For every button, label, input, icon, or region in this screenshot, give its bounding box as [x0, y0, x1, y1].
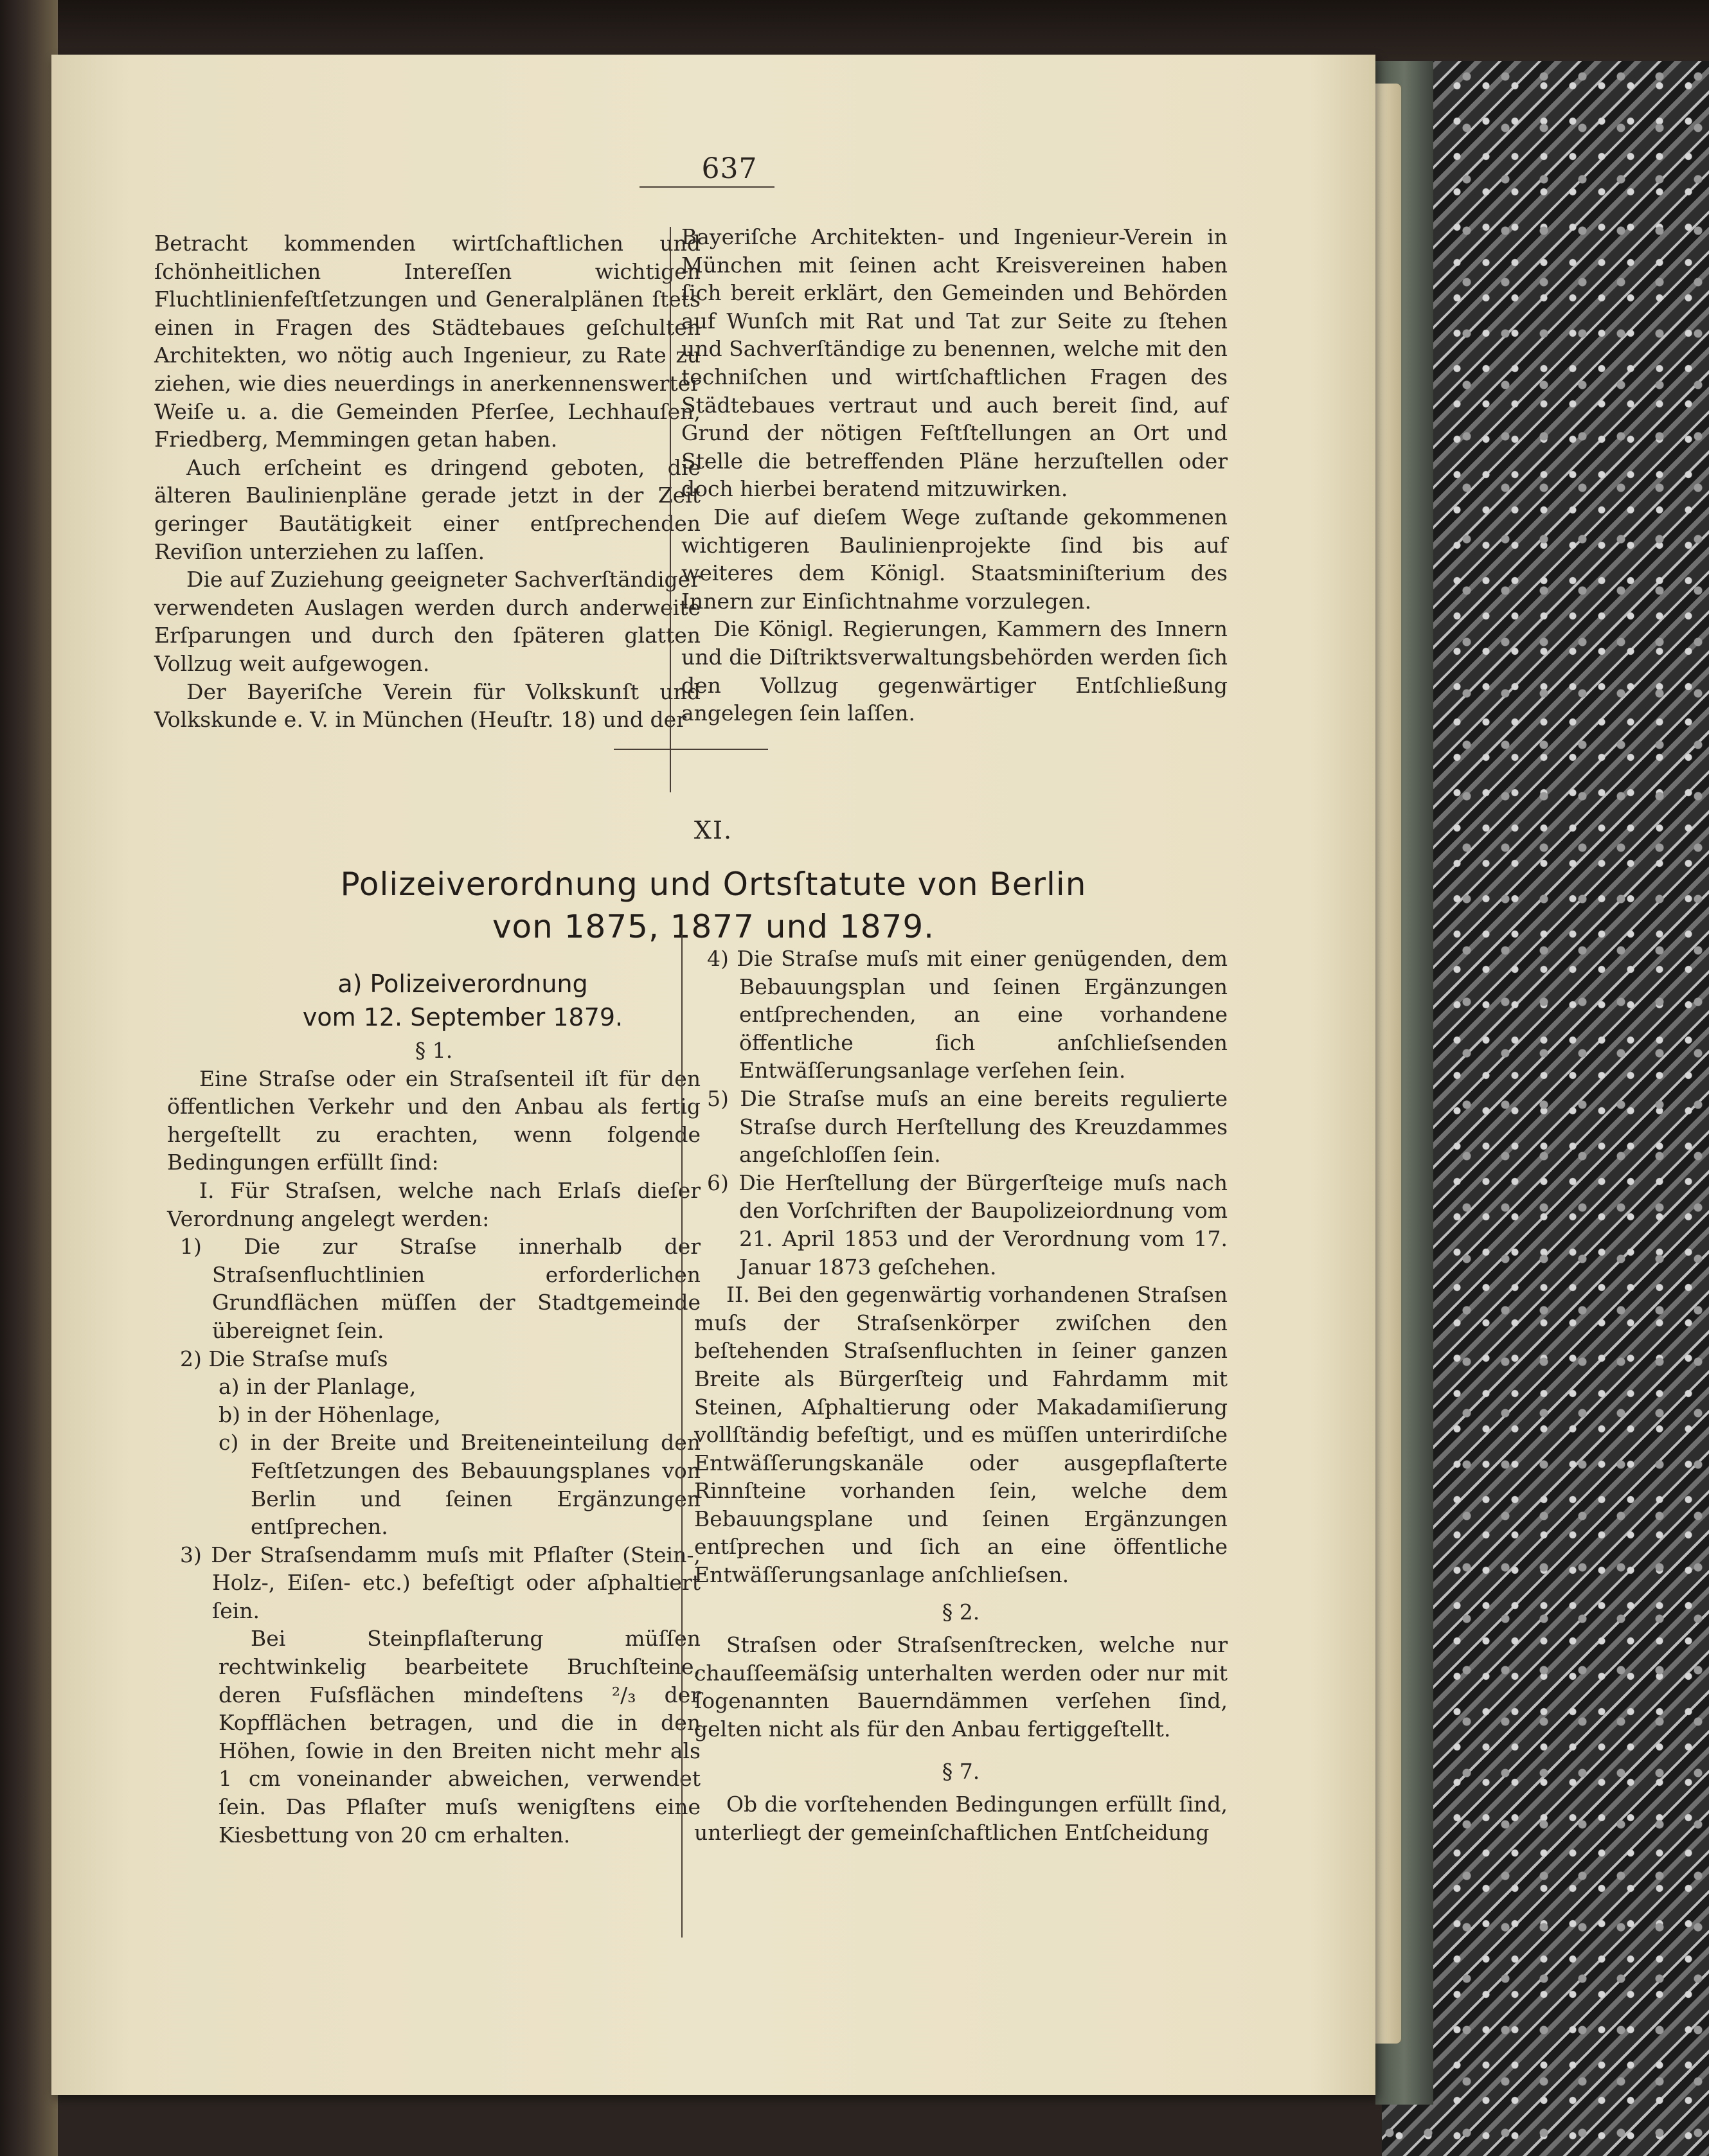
lower-right-column [694, 945, 1228, 1846]
top-left-column [154, 229, 701, 734]
paragraph: Die auf dieſem Wege zuſtande gekommenen wichtigeren Baulinienprojekte ſind bis auf weiteres dem Königl. Staatsminiſterium des Innern zur Einſichtnahme vorzulegen. [681, 504, 1228, 614]
paragraph-sign: § 7. [942, 1758, 980, 1784]
page-number: 637 [701, 152, 758, 185]
list-item: 1) Die zur Straſse innerhalb der Straſsenfluchtlinien erforderlichen Grundflächen müſſen der Stadtgemeinde übereignet ſein. [180, 1234, 701, 1343]
subsection-title [238, 967, 688, 1034]
paragraph: Ob die vorſtehenden Bedingungen erfüllt ſind, unterliegt der gemeinſchaftlichen Entſcheidung [694, 1792, 1228, 1845]
list-subitem: a) in der Planlage, [219, 1374, 416, 1400]
column-divider [681, 935, 683, 1938]
paragraph-sign: § 2. [942, 1599, 980, 1625]
paragraph: Straſsen oder Straſsenſtrecken, welche nur chauſſeemäſsig unterhalten werden oder nur mit ſogenannten Bauerndämmen verſehen ſind, gelten nicht als für den Anbau fertiggeſtellt. [694, 1632, 1228, 1742]
section-separator-rule [614, 749, 768, 750]
subsection-title-line-2: vom 12. September 1879. [302, 1003, 623, 1031]
list-item: 2) Die Straſse muſs [180, 1346, 388, 1371]
paragraph: Eine Straſse oder ein Straſsenteil iſt für den öffentlichen Verkehr und den Anbau als fertig hergeſtellt zu erachten, wenn folgende Bedingungen erfüllt ſind: [167, 1065, 701, 1175]
paragraph: Der Bayeriſche Verein für Volkskunſt und Volkskunde e. V. in München (Heuſtr. 18) und der [154, 679, 701, 733]
book-page [51, 55, 1375, 2095]
list-subitem: c) in der Breite und Breiteneinteilung den Feſtſetzungen des Bebauungsplanes von Berlin und ſeinen Ergänzungen entſprechen. [219, 1430, 701, 1540]
section-title-line-2: von 1875, 1877 und 1879. [492, 908, 935, 945]
column-divider [670, 227, 671, 792]
list-item: 5) Die Straſse muſs an eine bereits regulierte Straſse durch Herſtellung des Kreuzdammes angeſchloſſen ſein. [707, 1085, 1228, 1168]
list-item: 4) Die Straſse muſs mit einer genügenden, dem Bebauungsplan und ſeinen Ergänzungen entſprechenden, an eine vorhandene öffentliche ſich anſchlieſsenden Entwäſſerungsanlage verſehen ſein. [707, 946, 1228, 1083]
lower-left-column [167, 1037, 701, 1849]
paragraph: Bei Steinpflaſterung müſſen rechtwinkelig bearbeitete Bruchſteine, deren Fuſsflächen mindeſtens ²/₃ der Kopfflächen betragen, und die in den Höhen, ſowie in den Breiten nicht mehr als 1 cm voneinander abweichen, verwendet ſein. Das Pflaſter muſs wenigſtens eine Kiesbettung von 20 cm erhalten. [219, 1626, 701, 1848]
book-left-edge [0, 0, 58, 2156]
list-item: 3) Der Straſsendamm muſs mit Pflaſter (Stein-, Holz-, Eiſen- etc.) befeſtigt oder aſphaltiert ſein. [180, 1542, 701, 1623]
subsection-title-line-1: a) Polizeiverordnung [337, 970, 588, 998]
paragraph: Betracht kommenden wirtſchaftlichen und ſchönheitlichen Intereſſen wichtigen Fluchtlinienfeſtſetzungen und Generalplänen ſtets einen in Fragen des Städtebaues geſchulten Architekten, wo nötig auch Ingenieur, zu Rate zu ziehen, wie dies neuerdings in anerkennenswerter Weiſe u. a. die Gemeinden Pferſee, Lechhauſen, Friedberg, Memmingen getan haben. [154, 231, 701, 452]
list-item: 6) Die Herſtellung der Bürgerſteige muſs nach den Vorſchriften der Baupolizeiordnung vom 21. April 1853 und der Verordnung vom 17. Januar 1873 geſchehen. [707, 1170, 1228, 1279]
paragraph-sign: § 1. [415, 1038, 453, 1063]
paragraph: Auch erſcheint es dringend geboten, die älteren Baulinienpläne gerade jetzt in der Zeit geringer Bautätigkeit einer entſprechenden Reviſion unterziehen zu laſſen. [154, 454, 701, 564]
top-right-column [681, 223, 1228, 727]
paragraph: Die Königl. Regierungen, Kammern des Innern und die Diſtriktsverwaltungsbehörden werden ſich den Vollzug gegenwärtiger Entſchließung angelegen ſein laſſen. [681, 616, 1228, 726]
section-title [270, 863, 1157, 948]
section-number: XI. [693, 816, 733, 844]
paragraph: I. Für Straſsen, welche nach Erlaſs dieſer Verordnung angelegt werden: [167, 1177, 701, 1231]
page-number-rule [640, 186, 774, 188]
paragraph: II. Bei den gegenwärtig vorhandenen Straſsen muſs der Straſsenkörper zwiſchen den beſtehenden Straſsenfluchten in ſeiner ganzen Breite als Bürgerſteig und Fahrdamm mit Steinen, Aſphaltierung oder Makadamiſierung vollſtändig befeſtigt, und es müſſen unterirdiſche Entwäſſerungskanäle oder ausgepflaſterte Rinnſteine vorhanden ſein, welche dem Bebauungsplane und ſeinen Ergänzungen entſprechen und ſich an eine öffentliche Entwäſſerungsanlage anſchlieſsen. [694, 1282, 1228, 1588]
list-subitem: b) in der Höhenlage, [219, 1402, 441, 1427]
paragraph: Bayeriſche Architekten- und Ingenieur-Verein in München mit ſeinen acht Kreisvereinen haben ſich bereit erklärt, den Gemeinden und Behörden auf Wunſch mit Rat und Tat zur Seite zu ſtehen und Sachverſtändige zu benennen, welche mit den techniſchen und wirtſchaftlichen Fragen des Städtebaues vertraut und auch bereit ſind, auf Grund der nötigen Feſtſtellungen an Ort und Stelle die betreffenden Pläne herzuſtellen oder doch hierbei beratend mitzuwirken. [681, 224, 1228, 502]
section-title-line-1: Polizeiverordnung und Ortsſtatute von Berlin [340, 866, 1087, 903]
paragraph: Die auf Zuziehung geeigneter Sachverſtändiger verwendeten Auslagen werden durch anderweite Erſparungen und durch den ſpäteren glatten Vollzug weit aufgewogen. [154, 567, 701, 676]
